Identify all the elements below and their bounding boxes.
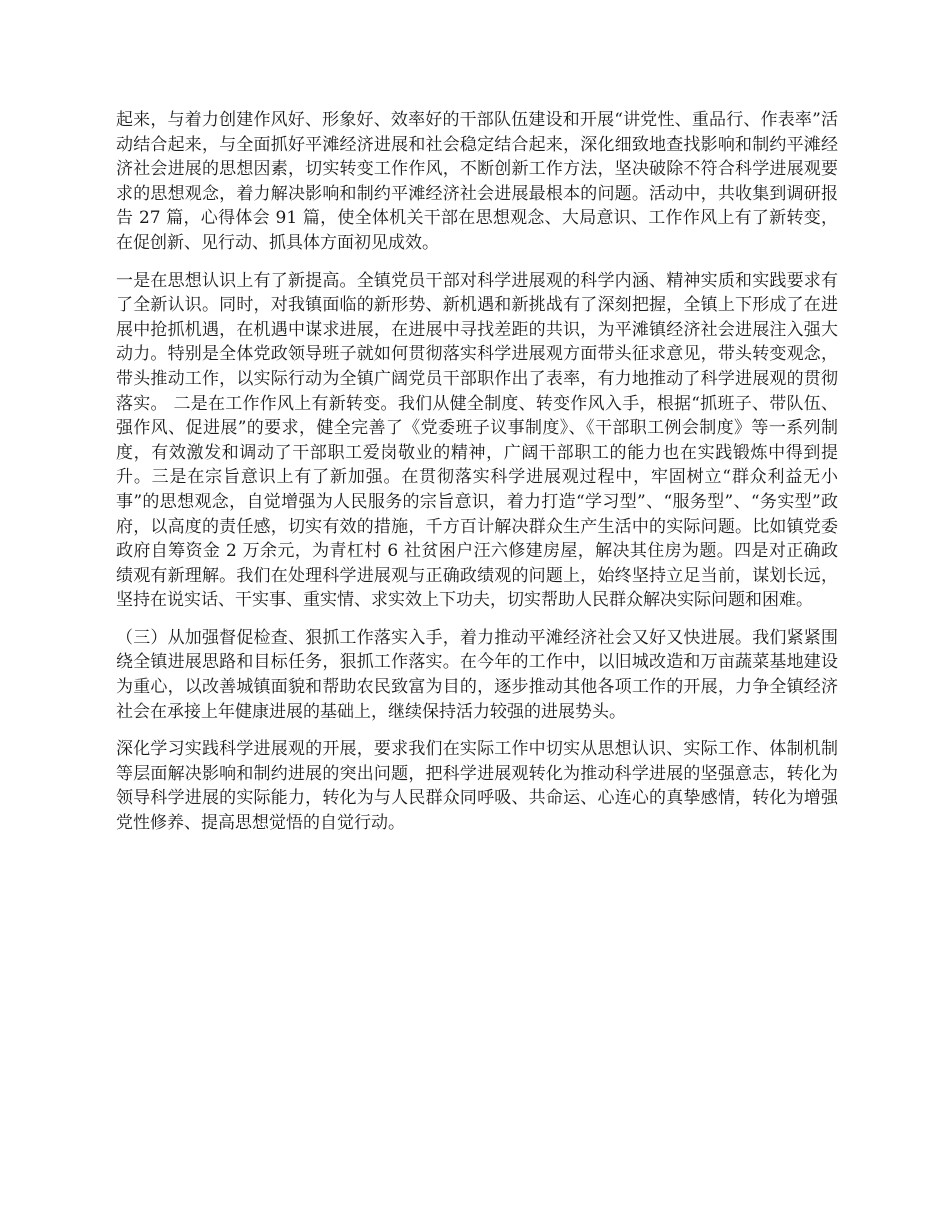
document-body xyxy=(116,108,838,849)
paragraph-section-three: （三）从加强督促检查、狠抓工作落实入手，着力推动平滩经济社会又好又快进展。我们紧紧围绕全镇进展思路和目标任务，狠抓工作落实。在今年的工作中，以旧城改造和万亩蔬菜基地建设为重心，以改善城镇面貌和帮助农民致富为目的，逐步推动其他各项工作的开展，力争全镇经济社会在承接上年健康进展的基础上，继续保持活力较强的进展势头。 xyxy=(116,627,838,722)
paragraph-achievements: 一是在思想认识上有了新提高。全镇党员干部对科学进展观的科学内涵、精神实质和实践要求有了全新认识。同时，对我镇面临的新形势、新机遇和新挑战有了深刻把握，全镇上下形成了在进展中抢抓机遇，在机遇中谋求进展，在进展中寻找差距的共识，为平滩镇经济社会进展注入强大动力。特别是全体党政领导班子就如何贯彻落实科学进展观方面带头征求意见，带头转变观念，带头推动工作，以实际行动为全镇广阔党员干部职作出了表率，有力地推动了科学进展观的贯彻落实。 二是在工作作风上有新转变。我们从健全制度、转变作风入手，根据“抓班子、带队伍、强作风、促进展”的要求，健全完善了《党委班子议事制度》、《干部职工例会制度》等一系列制度，有效激发和调动了干部职工爱岗敬业的精神，广阔干部职工的能力也在实践锻炼中得到提升。三是在宗旨意识上有了新加强。在贯彻落实科学进展观过程中，牢固树立“群众利益无小事”的思想观念，自觉增强为人民服务的宗旨意识，着力打造“学习型”、“服务型”、“务实型”政府，以高度的责任感，切实有效的措施，千方百计解决群众生产生活中的实际问题。比如镇党委政府自筹资金 2 万余元，为青杠村 6 社贫困户汪六修建房屋，解决其住房为题。四是对正确政绩观有新理解。我们在处理科学进展观与正确政绩观的问题上，始终坚持立足当前，谋划长远，坚持在说实话、干实事、重实情、求实效上下功夫，切实帮助人民群众解决实际问题和困难。 xyxy=(116,270,838,611)
paragraph-conclusion: 深化学习实践科学进展观的开展，要求我们在实际工作中切实从思想认识、实际工作、体制机制等层面解决影响和制约进展的突出问题，把科学进展观转化为推动科学进展的坚强意志，转化为领导科学进展的实际能力，转化为与人民群众同呼吸、共命运、心连心的真挚感情，转化为增强党性修养、提高思想觉悟的自觉行动。 xyxy=(116,739,838,834)
paragraph-intro-continuation: 起来，与着力创建作风好、形象好、效率好的干部队伍建设和开展“讲党性、重品行、作表率”活动结合起来，与全面抓好平滩经济进展和社会稳定结合起来，深化细致地查找影响和制约平滩经济社会进展的思想因素，切实转变工作作风，不断创新工作方法，坚决破除不符合科学进展观要求的思想观念，着力解决影响和制约平滩经济社会进展最根本的问题。活动中，共收集到调研报告 27 篇，心得体会 91 篇，使全体机关干部在思想观念、大局意识、工作作风上有了新转变，在促创新、见行动、抓具体方面初见成效。 xyxy=(116,110,838,253)
